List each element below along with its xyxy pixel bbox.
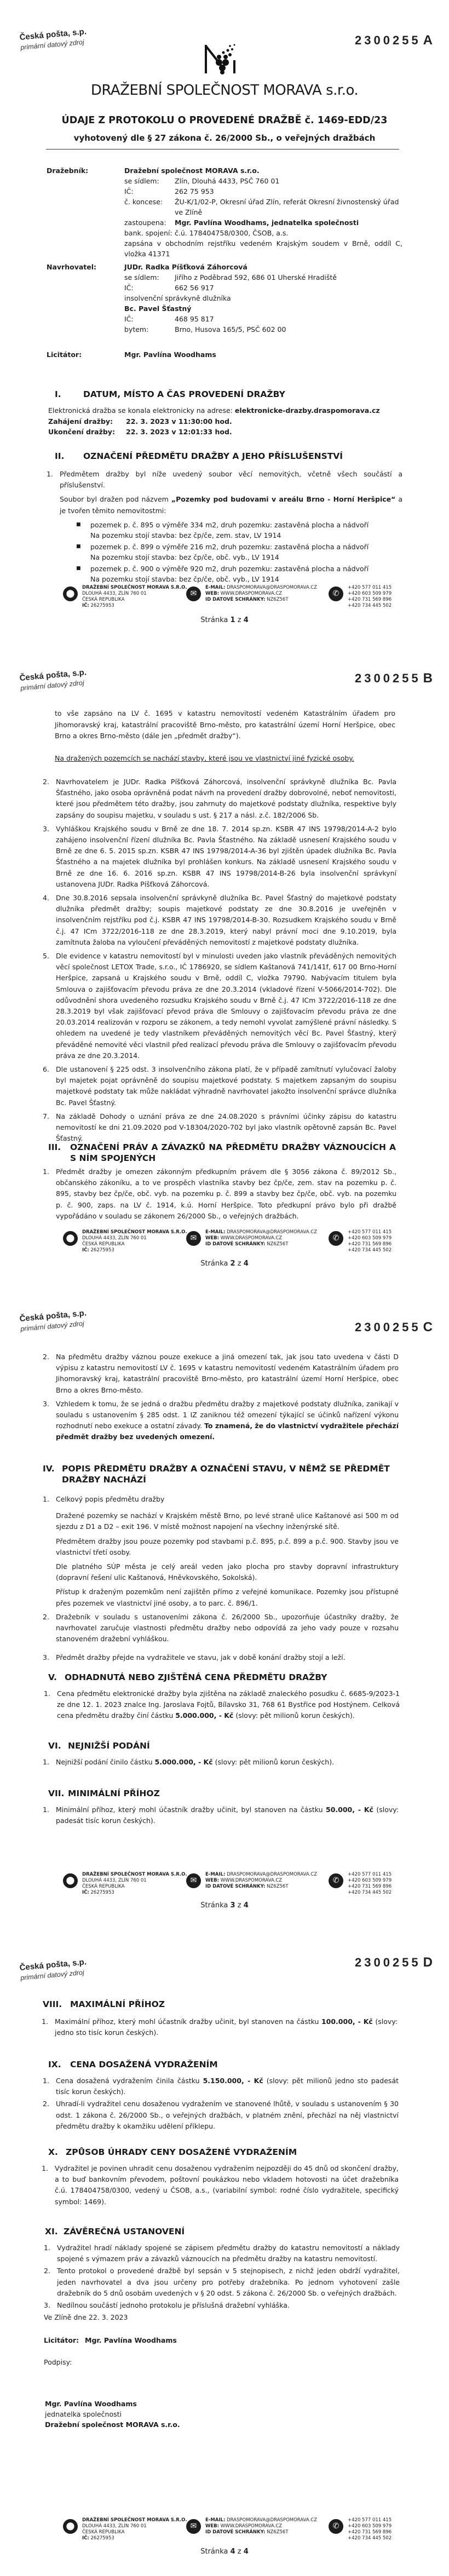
footer-phone: +420 603 509 979 [348,591,392,596]
footer-address: DLOUHÁ 4433, ZLÍN 760 01 [82,1235,147,1241]
postal-stamp [19,668,88,692]
footer-phone: +420 731 569 896 [348,597,392,602]
company-title: DRAŽEBNÍ SPOLEČNOST MORAVA s.r.o. [90,82,359,99]
parcel-item [76,520,402,540]
section-number: XI. [45,2227,58,2236]
petitioner-label: Navrhovatel: [47,263,97,271]
footer-phone: +420 731 569 896 [348,1241,392,1247]
current-page: 2 [230,1260,235,1268]
footer-phone: +420 577 011 415 [348,2517,392,2523]
field-label: E-MAIL: [205,2517,226,2523]
phone-icon: ✆ [329,2519,343,2534]
list-item: Uhradí-li vydražitel cenu dosaženou vydražením ve stanovené lhůtě, v souladu s ustanovením § 30 odst. 1 zákona č. 26/2000 Sb., o veřejných dražbách, v platném znění, přechází na něj vlastnictví předmětu dražby k okamžiku udělení příklepu. [56,2100,399,2130]
section-4-list [43,1494,399,1666]
section-9-list [43,2075,399,2135]
page-number [0,2548,449,2556]
section-heading-4 [43,1463,399,1485]
parcel-item [76,564,402,584]
parcel-line: pozemek p. č. 899 o výměře 216 m2, druh pozemku: zastavěná plocha a nádvoří [90,542,369,551]
footer-phone: +420 577 011 415 [348,1872,392,1877]
list-number: 1. [42,2017,48,2026]
list-number: 1. [47,470,53,478]
document-title: ÚDAJE Z PROTOKOLU O PROVEDENÉ DRAŽBĚ č. 1469-EDD/23 [61,115,388,126]
page-word: Stránka [200,1901,228,1910]
petitioner-role: insolvenční správkyně dlužníka [124,294,231,302]
page-suffix: B [423,671,433,686]
list-item: Vzhledem k tomu, že se jedná o dražbu předmětu dražby z majetkové podstaty dlužníka, zanikají v souladu s ustanovením § 285 odst. 1 IZ zaniknou též omezení týkající se účinků nařízení výkonu rozhodnutí nebo exekuce a ostatní závady. [56,1399,399,1430]
stamp-line-2: primární datový zdroj [20,679,85,692]
footer-phone: +420 603 509 979 [348,1878,392,1883]
footer-address: DLOUHÁ 4433, ZLÍN 760 01 [82,1878,147,1883]
list-item: Vydražitel je povinen uhradit cenu dosaženou vydražením nejpozději do 45 dnů od skončení dražby, a to buď bankovním převodem, poštovní poukázkou nebo vkladem hotovosti na účet dražebníka č.ú. 178404758/0300, vedený u ČSOB, a.s., (variabilní symbol: rodné číslo vydražitele, specifický symbol: 1469). [55,2164,399,2206]
list-item: Předmět dražby přejde na vydražitele ve stavu, jak v době konání dražby stojí a leží. [56,1653,346,1662]
list-number: 2. [43,2100,49,2108]
licitator-label: Licitátor: [44,2336,79,2344]
section-title: OZNAČENÍ PŘEDMĚTU DRAŽBY A JEHO PŘÍSLUŠENSTVÍ [83,451,343,461]
field-label: WEB: [205,1878,220,1883]
footer-ic: 26275953 [90,2535,114,2541]
list-item: Dle ustanovení § 225 odst. 3 insolvenčního zákona platí, že v případě zamítnutí vylučovací žaloby byl majetek pojat oprávněně do soupisu majetkové podstaty. S majetkem zapsaným do soupisu majetkové podstaty tak může nakládat výhradně navrhovatel jakožto insolvenční správce dlužníka Bc. Pavel Šťastný. [56,1065,396,1107]
list-item: Předmětem dražby byl níže uvedený soubor věcí nemovitých, včetně všech součástí a příslušenství. [60,470,402,490]
section-heading-10 [48,2147,399,2158]
parcel-line: Na pozemku stojí stavba: bez čp/če, obč. vyb., LV 1914 [90,574,279,583]
document-number-value: 2300255 [355,1956,421,1969]
list-item: (slovy: padesát tisíc korun českých). [56,1806,399,1825]
debtor-name: Bc. Pavel Šťastný [124,304,192,313]
field-label: E-MAIL: [205,585,226,590]
list-item: Celkový popis předmětu dražby [56,1495,165,1503]
field-label: IČ: [82,1247,89,1253]
petitioner-name: JUDr. Radka Píšťková Záhorcová [124,263,247,271]
paragraph: Dražené pozemky se nachází v Krajském městě Brno, po levé straně ulice Kaštanové asi 500 m od sjezdu z D1 a D2 – exit 196. V místě možnost napojení na všechny inženýrské sítě. [56,1511,399,1531]
location-pin-icon: ⬤ [63,2519,78,2534]
section-heading-9 [48,2059,399,2070]
field-label: E-MAIL: [205,1229,226,1235]
footer-phone: +420 731 569 896 [348,2529,392,2535]
footer-address: DLOUHÁ 4433, ZLÍN 760 01 [82,2523,147,2529]
total-pages: 4 [243,1901,249,1910]
parcel-line: pozemek p. č. 895 o výměře 334 m2, druh pozemku: zastavěná plocha a nádvoří [90,520,369,529]
section-3-list [43,1166,396,1224]
auctioneer-bank: č.ú. 178404758/0300, ČSOB, a.s. [175,229,289,237]
postal-stamp [19,27,88,51]
list-number: 4. [43,894,49,902]
footer-phone: +420 577 011 415 [348,585,392,590]
total-pages: 4 [243,2548,249,2556]
of-word: z [237,616,241,624]
footer-ic: 26275953 [90,1890,114,1895]
footer-company: DRAŽEBNÍ SPOLEČNOST MORAVA S.R.O. [82,1872,187,1877]
document-number [355,33,433,48]
maximum-increment: 100.000, - Kč [321,2017,373,2026]
footer-company: DRAŽEBNÍ SPOLEČNOST MORAVA S.R.O. [82,1229,187,1235]
page-4 [0,1922,449,2576]
current-page: 1 [230,616,235,624]
footer-ic: 26275953 [90,1247,114,1253]
document-subtitle: vyhotovený dle § 27 zákona č. 26/2000 Sb., o veřejných dražbách [73,133,376,143]
stamp-line-1: Česká pošta, s.p. [19,1308,87,1324]
document-number [355,1320,433,1335]
list-number: 3. [43,824,49,833]
parcel-line: Na pozemku stojí stavba: bez čp/če, zem. stav, LV 1914 [90,531,281,539]
list-number: 1. [43,1495,49,1503]
footer-email-link[interactable]: DRASPOMORAVA@DRASPOMORAVA.CZ [227,1229,318,1235]
section-number: VIII. [43,1999,62,2009]
footer-phone: +420 603 509 979 [348,1235,392,1241]
postal-stamp [19,1957,88,1982]
of-word: z [237,2548,241,2556]
list-item: Na základě Dohody o uznání práva ze dne 24.08.2020 s právními účinky zápisu do katastru nemovitostí ke dni 21.09.2020 pod V-18304/2020-702 byl jako vlastník opětovně zapsán Bc. Pavel Šťastný. [56,1112,396,1143]
auctioneer-representative: Mgr. Pavlína Woodhams, jednatelka společnosti [175,219,359,227]
envelope-icon: ✉ [186,2519,201,2534]
document-number [355,1955,433,1970]
footer-phone: +420 734 445 502 [348,2535,392,2541]
footer-ic: 26275953 [90,603,114,608]
list-item: (slovy: pět milionů korun českých). [212,1758,335,1766]
licitator-label: Licitátor: [47,350,82,359]
parcel-line: pozemek p. č. 900 o výměře 920 m2, druh pozemku: zastavěná plocha a nádvoří [90,564,369,573]
envelope-icon: ✉ [186,586,201,601]
document-number-value: 2300255 [355,33,421,47]
list-item: Předmět dražby je omezen zákonným předkupním právem dle § 3056 zákona č. 89/2012 Sb., občanského zákoníku, a to ve prospěch vlastníka stavby bez čp/če, zem. stav na pozemku p. č. 895, stavby bez čp/če, obč. vyb. na pozemku p. č. 899 a stavby bez čp/če, obč. vyb. na pozemku p. č. 900, zaps. na LV č. 1914, k.ú. Horní Heršpice. Toto předkupní právo bylo při dražbě vypořádáno v souladu se zákonem 26/2000 Sb., o veřejných dražbách. [56,1168,396,1220]
field-label: Ukončení dražby: [48,428,115,436]
section-number: VI. [48,1741,61,1751]
stamp-line-2: primární datový zdroj [20,38,85,51]
page-suffix: C [423,1320,433,1335]
footer-address: DLOUHÁ 4433, ZLÍN 760 01 [82,591,147,596]
field-label: WEB: [205,1235,220,1241]
section-2-list [47,469,402,587]
petitioner-ic: 662 56 917 [175,284,214,292]
section-title: CENA DOSAŽENÁ VYDRAŽENÍM [70,2060,218,2069]
total-pages: 4 [243,1260,249,1268]
page-word: Stránka [200,1260,228,1268]
petitioner-address: Jiřího z Poděbrad 592, 686 01 Uherské Hradiště [175,273,337,281]
of-word: z [237,1901,241,1910]
postal-stamp [19,1308,88,1333]
location-pin-icon: ⬤ [63,1231,78,1246]
footer-country: ČESKÁ REPUBLIKA [82,2529,125,2535]
section-title: ODHADNUTÁ NEBO ZJIŠTĚNÁ CENA PŘEDMĚTU DRAŽBY [65,1672,327,1682]
company-logo-icon [203,38,246,77]
auction-start: 22. 3. 2023 v 11:30:00 hod. [126,417,232,426]
list-item: Nedílnou součástí jednoho protokolu je příslušná dražební vyhláška. [57,2301,290,2310]
section-title: NEJNIŽŠÍ PODÁNÍ [68,1741,150,1751]
section-title: DATUM, MÍSTO A ČAS PROVEDENÍ DRAŽBY [83,389,285,399]
field-label: IČ: [124,284,134,292]
underlined-note: Na dražených pozemcích se nachází stavby, které jsou ve vlastnictví jiné fyzické osoby. [55,754,354,762]
footer-email-link[interactable]: DRASPOMORAVA@DRASPOMORAVA.CZ [227,1872,318,1877]
licitator-name: Mgr. Pavlína Woodhams [85,2336,177,2344]
section-number: V. [48,1672,57,1682]
auction-time-block [48,405,404,438]
document-number-value: 2300255 [355,1320,421,1334]
footer-databox: NZ6Z56T [267,1241,289,1247]
section-title: MINIMÁLNÍ PŘÍHOZ [68,1789,160,1798]
section-heading-3 [48,1142,396,1164]
footer-phone: +420 734 445 502 [348,1247,392,1253]
parcel-line: Na pozemku stojí stavba: bez čp/če, obč. vyb., LV 1914 [90,553,279,561]
auction-lot-name: „Pozemky pod budovami v areálu Brno - Horní Heršpice“ [171,495,396,504]
current-page: 3 [230,1901,235,1910]
section-2-list-cont [43,777,396,1147]
page-suffix: A [423,33,433,48]
list-item: Dne 30.8.2016 sepsala insolvenční správkyně dlužníka Bc. Pavel Šťastný do majetkové podstaty dlužníka předmět dražby; soupis majetkové podstaty ze dne 30.8.2016 je uveřejněn v insolvenčním rejstříku pod č.j. KSBR 47 INS 19798/2014-B-30. Rozsudkem Krajského soudu v Brně č.j. 47 ICm 3722/2016-118 ze dne 28.3.2019, který nabyl právní moci dne 9.10.2019, byla zamítnuta žaloba na vyloučení převáděných nemovitostí z majetkové podstaty dlužníka. [56,894,396,946]
section-title: OZNAČENÍ PRÁV A ZÁVAZKŮ NA PŘEDMĚTU DRAŽBY VÁZNOUCÍCH A S NÍM SPOJENÝCH [70,1142,396,1163]
section-8-list [42,2016,398,2041]
paragraph: Dle platného SÚP města je celý areál veden jako plocha pro stavby dopravní infrastruktury (dopravní řešení ulic Kaštanová, Hněvkovského, Sokolská). [56,1562,399,1582]
envelope-icon: ✉ [186,1873,201,1888]
footer-phone: +420 577 011 415 [348,1229,392,1235]
document-number [355,671,433,686]
footer-phone: +420 734 445 502 [348,1890,392,1895]
section-number: I. [55,389,61,399]
closing-licitator [44,2335,263,2347]
list-number: 6. [43,1065,49,1074]
footer-web-link[interactable]: WWW.DRASPOMORAVA.CZ [220,1235,283,1241]
list-item: Vydražitel hradí náklady spojené se zápisem předmětu dražby do katastru nemovitostí a náklady spojené s výmazem práv a závazků váznoucích na předmětu dražby na katastru nemovitostí. [57,2244,400,2263]
list-number: 3. [44,2301,50,2310]
field-label: bank. spojení: [124,229,172,237]
list-item: Navrhovatelem je JUDr. Radka Píšťková Záhorcová, insolvenční správkyně dlužníka Bc. Pavla Šťastného, jako osoba oprávněná podat návrh na provedení dražby dobrovolné, neboť nemovitosti, které jsou předmětem této dražby, jsou zahrnuty do majetkové podstaty dlužníka, respektive byly zapsány do soupisu majetku, v souladu s ust. § 217 a násl. z.č. 182/2006 Sb. [56,778,396,819]
section-number: X. [48,2147,58,2157]
list-item: Cena předmětu elektronické dražby byla zjištěna na základě znaleckého posudku č. 6685-9/2023-1 ze dne 12. 1. 2023 znalce Ing. Jaroslava Fojtů, Bílavsko 31, 768 61 Bystřice pod Hostýnem. Celková cena předmětu dražby činí částku [57,1689,400,1720]
footer-email-link[interactable]: DRASPOMORAVA@DRASPOMORAVA.CZ [227,2517,318,2523]
section-title: MAXIMÁLNÍ PŘÍHOZ [70,1999,165,2009]
section-6-list [43,1757,399,1770]
list-item: Dražebník v souladu s ustanoveními zákona č. 26/2000 Sb., upozorňuje účastníky dražby, že navrhovatel zaručuje vlastnosti předmětu dražby nebo odpovídá za jeho vady pouze v rozsahu stanoveném dražební vyhláškou. [56,1612,399,1643]
field-label: bytem: [124,325,149,334]
list-number: 1. [44,2244,50,2252]
section-heading-1 [55,389,394,400]
field-label: IČ: [82,2535,89,2541]
footer-country: ČESKÁ REPUBLIKA [82,1884,125,1889]
auctioneer-address: Zlín, Dlouhá 4433, PSČ 760 01 [175,177,280,185]
licitator-block [47,349,402,360]
list-number: 3. [43,1653,49,1662]
section-heading-6 [48,1740,399,1751]
list-number: 1. [43,1758,49,1766]
field-label: ID DATOVÉ SCHRÁNKY: [205,2529,266,2535]
list-item: Maximální příhoz, který mohl účastník dražby učinit, byl stanoven na částku [55,2017,321,2026]
current-page: 4 [230,2548,235,2556]
list-number: 1. [44,1689,50,1698]
auction-end: 22. 3. 2023 v 12:01:33 hod. [126,428,232,436]
footer-web-link[interactable]: WWW.DRASPOMORAVA.CZ [220,1878,283,1883]
bullet-icon: ■ [76,521,81,527]
list-item: Vyhláškou Krajského soudu v Brně ze dne 18. 7. 2014 sp.zn. KSBR 47 INS 19798/2014-A-2 bylo zahájeno insolvenční řízení dlužníka Bc. Pavla Šťastného. Na základě usnesení Krajského soudu v Brně ze dne 6. 5. 2015 sp.zn. KSBR 47 INS 19798/2014-A-36 byl zjištěn úpadek dlužníka Bc. Pavla Šťastného a na majetek dlužníka byl prohlášen konkurs. Na základě usnesení Krajského soudu v Brně ze dne 16. 6. 2016 sp.zn. KSBR 47 INS 19798/2014-B-26 byla insolvenční správkyní ustanovena JUDr. Radka Píšťková Záhorcová. [56,824,396,888]
section-heading-8 [43,1999,399,2010]
envelope-icon: ✉ [186,1231,201,1246]
stamp-line-1: Česká pošta, s.p. [19,27,87,42]
section-number: VII. [48,1789,65,1798]
section-title: ZPŮSOB ÚHRADY CENY DOSAŽENÉ VYDRAŽENÍM [66,2147,297,2157]
page-number [0,1901,449,1910]
signature-block [45,2399,264,2430]
section-title: ZÁVĚREČNÁ USTANOVENÍ [64,2227,185,2236]
list-item: Dle evidence v katastru nemovitostí byl v minulosti uveden jako vlastník převáděných nemovitých věcí společnost LETOX Trade, s.r.o., IČ 1786920, se sídlem Kaštanová 741/141f, 617 00 Brno-Horní Heršpice, zapsaná u Krajského soudu v Brně, oddíl C, vložka 79790. Nabývacím titulem byla Smlouva o zajišťovacím převodu práva ze dne 20.3.2014 (vkladové řízení V-5066/2014-702). Dle odůvodnění shora uvedeného rozsudku Krajského soudu v Brně č.j. 47 ICm 3722/2016-118 ze dne 28.3.2019 byl však zajišťovací převod práva dle Smlouvy o zajišťovacím převodu práva ze dne 20.03.2014 realizován v rozporu se zákonem, a tedy nemohl vyvolat zamýšlené právní následky. S ohledem na uvedené je tedy vlastníkem převáděných nemovitých věcí Bc. Pavel Šťastný, který převáděné nemovité věci vlastnil před realizací převodu práva dle Smlouvy o zajišťovacím převodu práva ze dne 20.3.2014. [56,952,396,1060]
field-label: E-MAIL: [205,1872,226,1877]
footer-web-link[interactable]: WWW.DRASPOMORAVA.CZ [220,591,283,596]
field-label: IČ: [82,603,89,608]
minimum-increment: 50.000, - Kč [326,1806,373,1814]
section-heading-2 [55,451,394,462]
page-1 [0,0,449,638]
of-word: z [237,1260,241,1268]
lowest-bid: 5.000.000, - Kč [154,1758,213,1766]
field-label: se sídlem: [124,273,159,281]
list-item: Minimální příhoz, který mohl účastník dražby učinit, byl stanoven na částku [56,1806,326,1814]
footer-country: ČESKÁ REPUBLIKA [82,1241,125,1247]
signatory-role: jednatelka společnosti [45,2410,122,2418]
auctioneer-ic: 262 75 953 [175,187,214,196]
list-item: Nejnižší podání činilo částku [56,1758,155,1766]
list-number: 3. [43,1399,49,1408]
place-date: Ve Zlíně dne 22. 3. 2023 [44,2313,128,2321]
section-11-list [44,2242,400,2314]
stamp-line-1: Česká pošta, s.p. [19,668,87,683]
phone-icon: ✆ [329,1231,343,1246]
auctioneer-registration: zapsána v obchodním rejstříku vedeném Krajským soudem v Brně, oddíl C, vložka 41371 [124,239,402,258]
list-number: 7. [43,1112,49,1120]
field-label: IČ: [124,315,134,323]
signatory-company: Dražební společnost MORAVA s.r.o. [45,2420,180,2429]
page-suffix: D [423,1955,433,1970]
list-item: Soubor byl dražen pod názvem [60,495,171,504]
location-pin-icon: ⬤ [63,1873,78,1888]
field-label: zastoupena: [124,219,166,227]
page-2 [0,641,449,1279]
section-7-list [43,1804,399,1829]
field-label: IČ: [124,187,134,196]
auction-url: elektronicke-drazby.draspomorava.cz [234,406,380,415]
list-item: (slovy: pět milionů jedno sto padesát tisíc korun českých). [56,2077,399,2096]
licitator-name: Mgr. Pavlína Woodhams [124,350,216,359]
field-label: se sídlem: [124,177,159,185]
auctioneer-license: ŽU-K/1/02-P, Okresní úřad Zlín, referát Okresní živnostenský úřad ve Zlíně [175,198,399,216]
section-heading-5 [48,1672,399,1683]
list-number: 2. [43,778,49,786]
bullet-icon: ■ [76,543,81,549]
title-divider [46,149,399,150]
section-heading-7 [48,1788,399,1799]
list-number: 1. [43,1168,49,1176]
total-pages: 4 [243,616,249,624]
section-5-list [44,1688,400,1724]
auctioneer-name: Dražební společnost MORAVA s.r.o. [124,166,260,175]
list-item: Tento protokol o provedené dražbě byl sepsán v 5 stejnopisech, z nichž jeden obdrží vydražitel, jeden navrhovatel a dva jsou určeny pro potřeby dražebníka. Po jednom vyhotovení zašle dražebník do 5 dnů osobám uvedených v § 20 odst. 5 zákona č. 26/2000 Sb. o veřejných dražbách. [57,2267,400,2297]
list-number: 1. [42,2164,48,2172]
field-label: WEB: [205,2523,220,2529]
list-number: 2. [44,2267,50,2275]
footer-phone: +420 734 445 502 [348,603,392,608]
section-title: POPIS PŘEDMĚTU DRAŽBY A OZNAČENÍ STAVU, V NĚMŽ SE PŘEDMĚT DRAŽBY NACHÁZÍ [62,1464,390,1485]
page-word: Stránka [200,2548,228,2556]
footer-databox: NZ6Z56T [267,597,289,602]
field-label: Zahájení dražby: [48,417,113,426]
section-number: II. [55,451,65,461]
petitioner-block [47,262,402,335]
auction-intro: Elektronická dražba se konala elektronicky na adrese: [48,406,235,415]
debtor-ic: 468 95 817 [175,315,214,323]
field-label: č. koncese: [124,198,163,206]
field-label: ID DATOVÉ SCHRÁNKY: [205,1884,266,1889]
footer-company: DRAŽEBNÍ SPOLEČNOST MORAVA S.R.O. [82,585,187,590]
list-item: a je tvořen těmito nemovitostmi: [60,495,402,515]
footer-databox: NZ6Z56T [267,2529,289,2535]
stamp-line-2: primární datový zdroj [20,1968,85,1982]
page-number [0,1260,449,1268]
location-pin-icon: ⬤ [63,586,78,601]
estimated-price: 5.000.000, - Kč [175,1711,234,1720]
list-item: (slovy: jedno sto tisíc korun českých). [55,2017,398,2037]
list-number: 2. [43,1353,49,1361]
bullet-icon: ■ [76,565,81,571]
field-label: IČ: [82,1890,89,1895]
footer-email-link[interactable]: DRASPOMORAVA@DRASPOMORAVA.CZ [227,585,318,590]
signatory-name: Mgr. Pavlína Woodhams [45,2400,137,2408]
section-10-list [42,2163,399,2210]
paragraph: Předmětem dražby jsou pouze pozemky pod stavbami p.č. 895, p.č. 899 a p.č. 900. Stavby jsou ve vlastnictví třetí osoby. [56,1537,399,1556]
list-number: 5. [43,952,49,961]
parcel-item [76,542,402,562]
footer-country: ČESKÁ REPUBLIKA [82,597,125,602]
list-item: Na předmětu dražby váznou pouze exekuce a jiná omezení tak, jak jsou tato uvedena v části D výpisu z katastru nemovitostí LV č. 1695 v katastru nemovitostí vedeném Katastrálním úřadem pro Jihomoravský kraj, katastrální pracoviště Brno-město, pro katastrální území Horní Heršpice, obec Brno a okres Brno-město. [56,1353,399,1394]
footer-company: DRAŽEBNÍ SPOLEČNOST MORAVA S.R.O. [82,2517,187,2523]
footer-web-link[interactable]: WWW.DRASPOMORAVA.CZ [220,2523,283,2529]
section-number: IX. [48,2060,61,2069]
phone-icon: ✆ [329,586,343,601]
section-number: IV. [43,1464,55,1474]
list-number: 2. [43,1612,49,1621]
signatures-label: Podpisy: [44,2358,72,2366]
auctioneer-label: Dražebník: [47,166,89,175]
paragraph: Přístup k draženým pozemkům není zajištěn přímo z veřejné komunikace. Pozemky jsou přístupné přes pozemek ve vlastnictví jiné osoby, a to parc. č. 896/1. [56,1588,399,1607]
field-label: WEB: [205,591,220,596]
list-item: Cena dosažená vydražením činila částku [56,2077,203,2085]
section-3-list-cont [43,1352,399,1446]
footer-databox: NZ6Z56T [267,1884,289,1889]
footer-phone: +420 731 569 896 [348,1884,392,1889]
phone-icon: ✆ [329,1873,343,1888]
field-label: ID DATOVÉ SCHRÁNKY: [205,597,266,602]
list-number: 1. [43,2077,49,2085]
list-item: (slovy: pět milionů korun českých). [233,1711,355,1720]
stamp-line-2: primární datový zdroj [20,1319,85,1333]
debtor-address: Brno, Husova 165/5, PSČ 602 00 [175,325,286,334]
field-label: ID DATOVÉ SCHRÁNKY: [205,1241,266,1247]
paragraph: to vše zapsáno na LV č. 1695 v katastru nemovitostí vedeném Katastrálním úřadem pro Jihomoravský kraj, katastrální pracoviště Brno-město, pro katastrální území Horní Heršpice, obec Brno a okres Brno-město (dále jen „předmět dražby“). [55,709,395,740]
list-number: 1. [43,1806,49,1814]
document-number-value: 2300255 [355,671,421,685]
final-price: 5.150.000, - Kč [203,2077,263,2085]
page-number [0,616,449,624]
page-word: Stránka [200,616,228,624]
stamp-line-1: Česká pošta, s.p. [19,1957,87,1973]
page-3 [0,1281,449,1919]
auctioneer-block [47,165,402,259]
footer-phone: +420 603 509 979 [348,2523,392,2529]
section-number: III. [48,1142,61,1152]
list-item-emphasis: To znamená, že do vlastnictví vydražitele přechází předmět dražby bez uvedených omezení. [56,1422,399,1441]
section-heading-11 [45,2226,399,2237]
